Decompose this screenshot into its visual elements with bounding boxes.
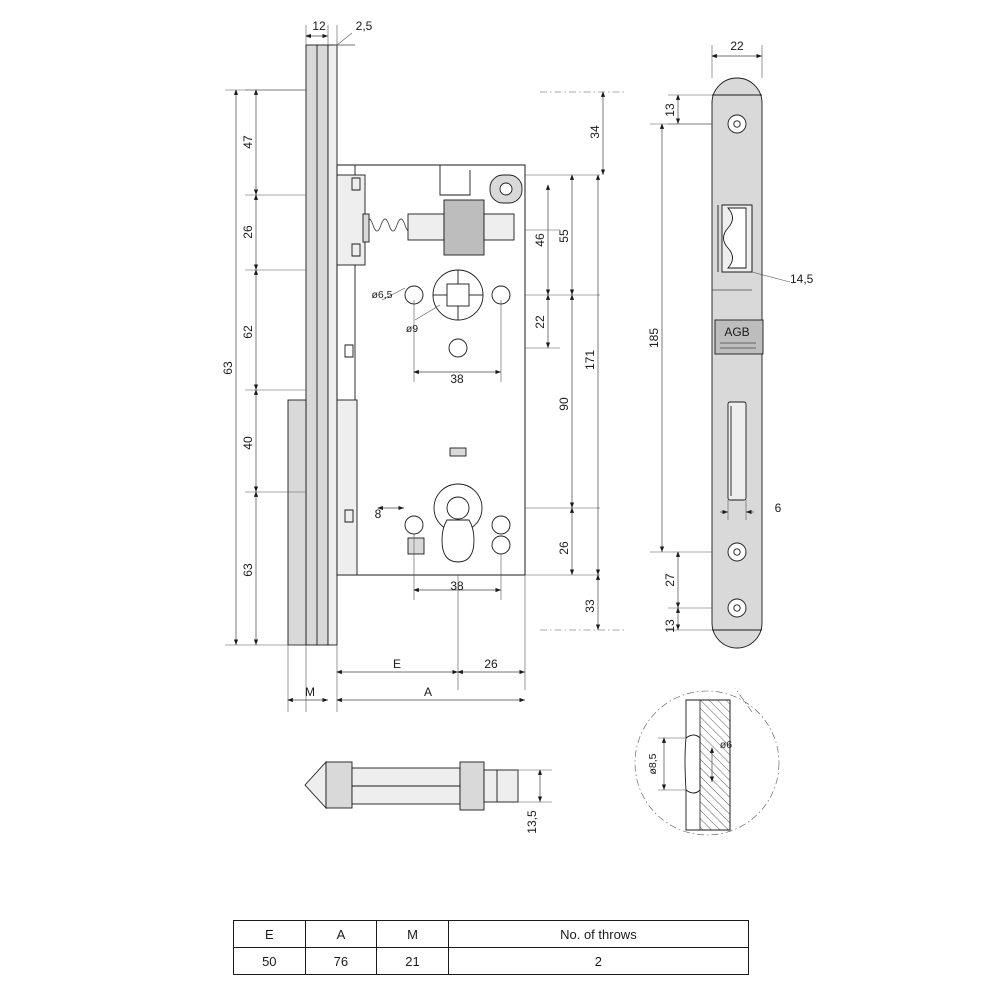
dim-26-lower: 26	[557, 541, 571, 555]
dim-M: M	[305, 685, 315, 699]
dim-side-185: 185	[647, 327, 661, 349]
dim-A: A	[423, 685, 433, 699]
dim-side-6: 6	[774, 501, 782, 515]
dim-38-lower: 38	[450, 579, 464, 593]
dim-side-14-5: 14,5	[790, 272, 814, 286]
td-A: 76	[305, 948, 377, 975]
th-E: E	[234, 921, 306, 948]
dim-62: 62	[241, 325, 255, 339]
dim-34: 34	[588, 125, 602, 139]
dim-90: 90	[557, 397, 571, 411]
dim-12: 12	[312, 19, 326, 33]
dim-side-13-bottom: 13	[663, 619, 677, 633]
td-E: 50	[234, 948, 306, 975]
dim-side-27: 27	[663, 573, 677, 587]
dim-22: 22	[533, 315, 547, 329]
brand-mark: AGB	[724, 325, 750, 339]
td-M: 21	[377, 948, 449, 975]
dim-26-bottom: 26	[484, 657, 498, 671]
th-throws: No. of throws	[448, 921, 748, 948]
dim-46: 46	[533, 233, 547, 247]
dim-238: 63	[221, 361, 235, 375]
dim-E: E	[392, 657, 402, 671]
table-row	[234, 948, 749, 975]
table-header-row	[234, 921, 749, 948]
dim-dia-6-5: ø6,5	[371, 289, 393, 301]
dim-40: 40	[241, 436, 255, 450]
dim-bolt-13-5: 13,5	[525, 810, 539, 834]
dim-side-22: 22	[730, 39, 744, 53]
dim-63: 63	[241, 563, 255, 577]
dim-side-13-top: 13	[663, 103, 677, 117]
dim-26-upper: 26	[241, 225, 255, 239]
dim-171: 171	[583, 349, 597, 371]
dim-33: 33	[583, 599, 597, 613]
dim-dia-9: ø9	[405, 323, 419, 335]
dim-detail-dia-6: ø6	[719, 739, 733, 751]
th-M: M	[377, 921, 449, 948]
dim-2-5: 2,5	[355, 19, 373, 33]
td-throws: 2	[448, 948, 748, 975]
dim-38-upper: 38	[450, 372, 464, 386]
th-A: A	[305, 921, 377, 948]
dim-47: 47	[241, 135, 255, 149]
dim-detail-dia-8-5: ø8,5	[647, 753, 659, 775]
spec-table	[233, 920, 749, 975]
dim-8: 8	[374, 507, 382, 521]
dim-55: 55	[557, 229, 571, 243]
